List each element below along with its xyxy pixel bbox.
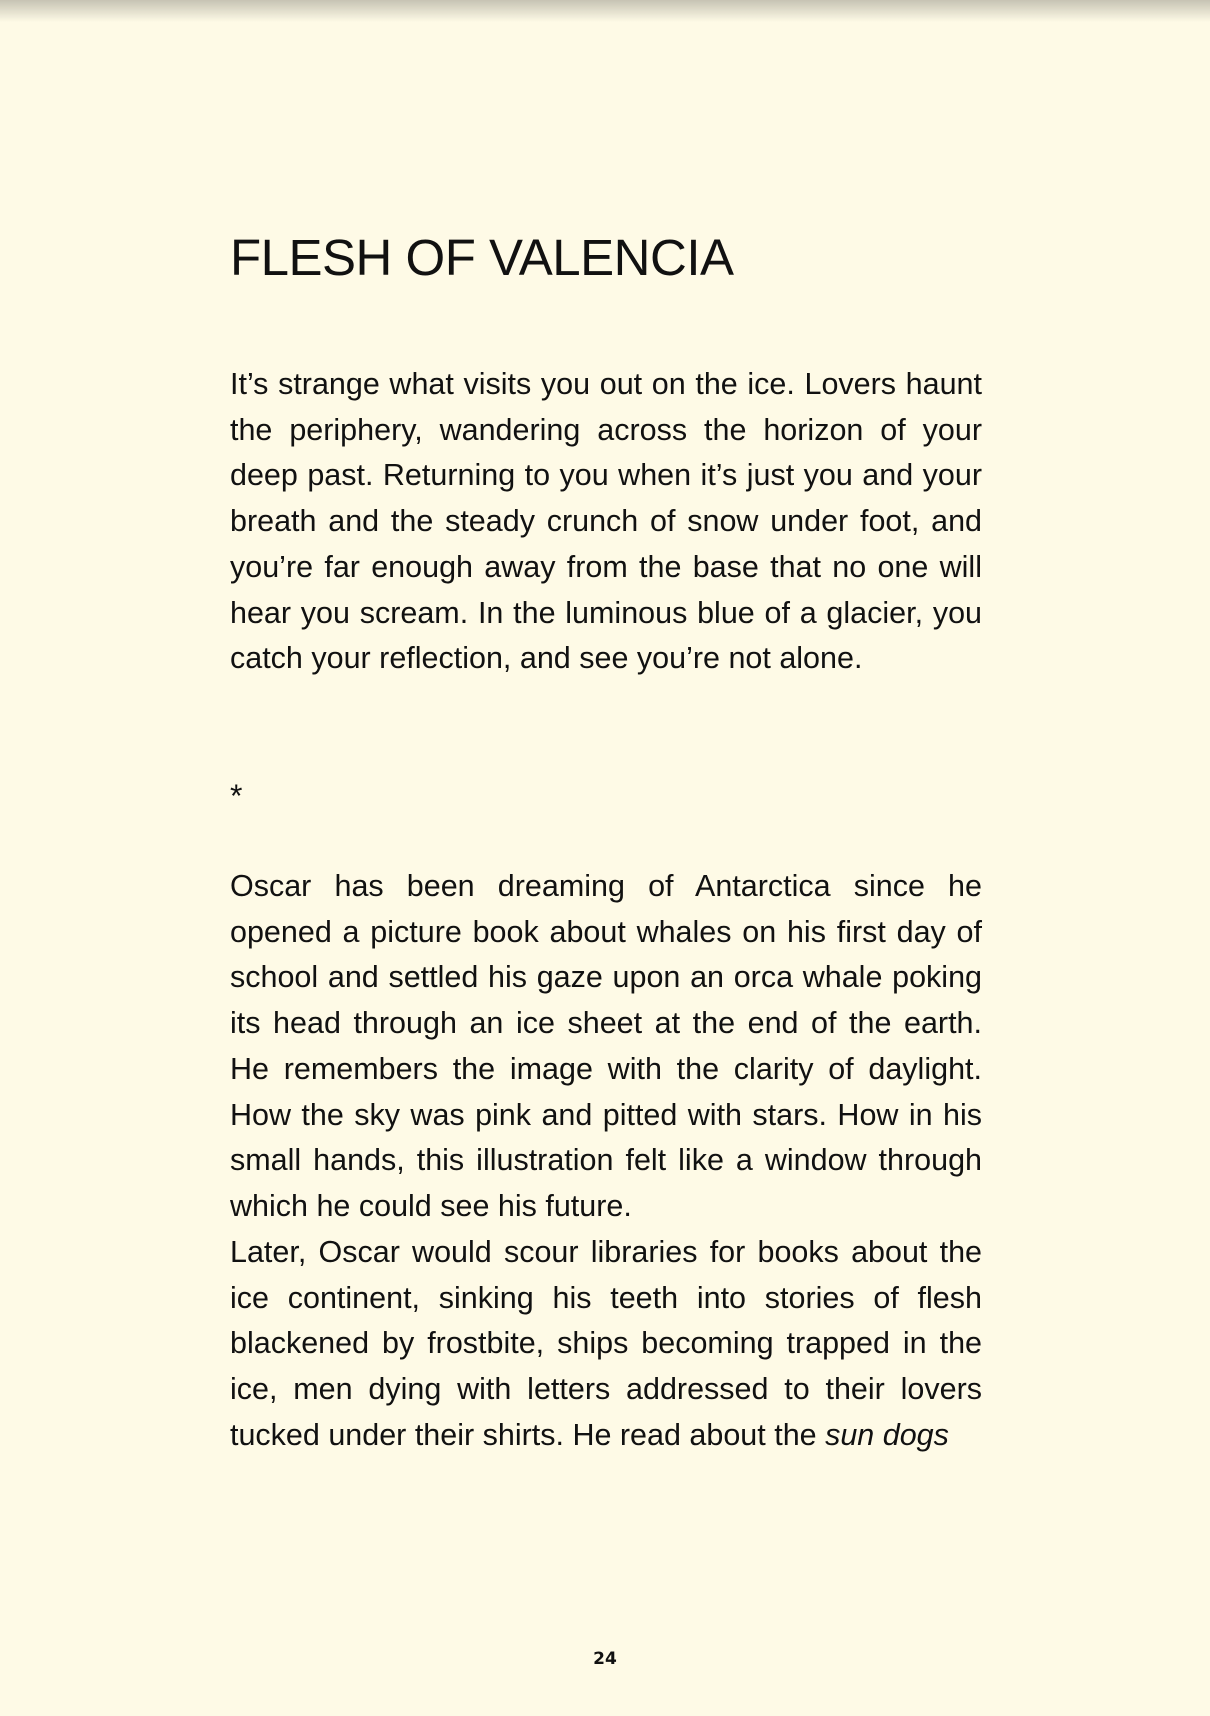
paragraph-3-text: Later, Oscar would scour libraries for books about the ice continent, sinking his teeth into stories of flesh blackened by frostbite, ships becoming trapped in the ice, men dying with letters addressed to their lovers tucked under their shirts. He read about the (230, 1235, 982, 1452)
paragraph-3-italic-text: sun dogs (825, 1417, 949, 1452)
paragraph-2: Oscar has been dreaming of Antarctica since he opened a picture book about whales on his first day of school and settled his gaze upon an orca whale poking its head through an ice sheet at the end of the earth. He remembers the image with the clarity of daylight. How the sky was pink and pitted with stars. How in his small hands, this illustration felt like a window through which he could see his future. (230, 869, 982, 1223)
section-separator: * (230, 778, 243, 814)
page-number: 24 (593, 1649, 617, 1669)
paragraph-3 (230, 1230, 982, 1459)
page-top-shadow (0, 0, 1210, 22)
paragraph-1: It’s strange what visits you out on the ice. Lovers haunt the periphery, wandering across the horizon of your deep past. Returning to you when it’s just you and your breath and the steady crunch of snow under foot, and you’re far enough away from the base that no one will hear you scream. In the luminous blue of a glacier, you catch your reflection, and see you’re not alone. (230, 367, 982, 676)
chapter-title: FLESH OF VALENCIA (230, 229, 734, 286)
